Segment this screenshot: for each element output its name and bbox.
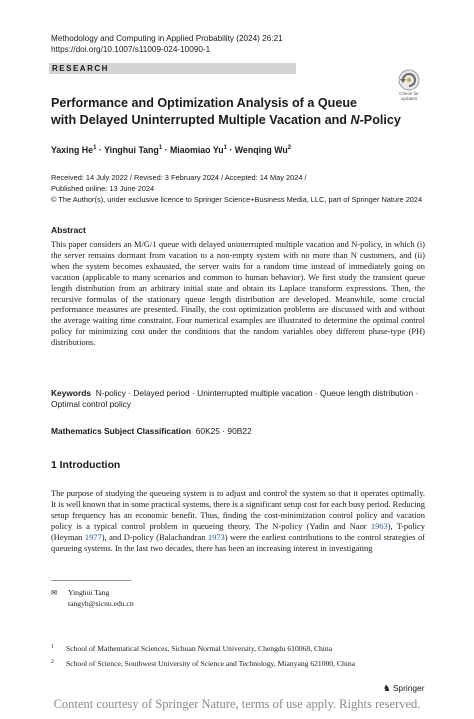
author-affiliation-mark: 2 xyxy=(287,145,292,152)
intro-text-end: ) were the earliest contributions to the control strategies of queueing systems. In the last two decades, there has been an increasing interest in investigating xyxy=(51,531,425,553)
citation-link[interactable]: 1963 xyxy=(370,520,388,531)
dates-line-1: Received: 14 July 2022 / Revised: 3 February 2024 / Accepted: 14 May 2024 / xyxy=(51,173,307,182)
abstract-text: This paper considers an M/G/1 queue with delayed uninterrupted multiple vacation and N-policy, in which (i) the server remains dormant from vacation to a non-empty system with no more than N customers, and (ii) when the system becomes exhausted, the server waits for a random time instead of immediately going on vacation (applicable to many scenarios and common to human behavior). We first study the transient queue length distribution from an arbitrary initial state and obtain its Laplace transform expressions. Then, the recursive formulas of the stationary queue length distribution are developed. Meanwhile, some crucial performance measures are presented. Finally, the cost optimization problems are discussed with and without the average waiting time constraint. Four numerical examples are illustrated to determine the optimal control policy for minimizing cost under the conditions that the random variables obey different phase-type (PH) distributions. xyxy=(51,239,425,348)
affiliation-text: School of Mathematical Sciences, Sichuan Normal University, Chengdu 610068, China xyxy=(66,644,333,653)
author-name[interactable]: Wenqing Wu xyxy=(234,145,288,155)
author-name[interactable]: Miaomiao Yu xyxy=(169,145,224,155)
check-updates-label-1: Check for xyxy=(399,91,419,96)
check-updates-label-2: updates xyxy=(400,96,418,101)
contact-email[interactable]: tangyh@sicnu.edu.cn xyxy=(68,598,134,608)
publication-dates xyxy=(51,172,451,205)
affiliation-number: 2 xyxy=(51,659,54,665)
corresponding-author xyxy=(51,588,134,609)
author-affiliation-mark: 1 xyxy=(93,145,97,152)
title-part-b: -Policy xyxy=(359,113,401,127)
intro-t-policy: ), T-policy (Heyman xyxy=(51,520,425,542)
journal-header xyxy=(51,33,283,55)
msc-classification xyxy=(51,426,252,436)
author-separator: · xyxy=(162,145,170,155)
affiliation-2 xyxy=(51,659,355,668)
section-label: RESEARCH xyxy=(52,64,109,73)
citation-link[interactable]: 1973 xyxy=(207,531,225,542)
citation-link[interactable]: 1977 xyxy=(84,531,102,542)
keywords-text: N-policy · Delayed period · Uninterrupted multiple vacation · Queue length distribution · Optimal control policy xyxy=(51,388,419,410)
publisher-name: Springer xyxy=(392,683,425,693)
keywords-label: Keywords xyxy=(51,388,92,398)
intro-n-policy: N-policy (Yadin and Naor xyxy=(272,520,371,531)
journal-citation: Methodology and Computing in Applied Probability (2024) 26:21 xyxy=(51,34,283,43)
abstract-heading: Abstract xyxy=(51,225,86,235)
title-part-a: with Delayed Uninterrupted Multiple Vacation and xyxy=(51,113,351,127)
author-separator: · xyxy=(226,145,235,155)
title-line-2 xyxy=(51,112,431,129)
intro-d-policy: ), and D-policy (Balachandran xyxy=(101,531,208,542)
publisher-logo xyxy=(383,683,425,693)
springer-horse-icon: ♞ xyxy=(383,683,391,693)
author-separator: · xyxy=(96,145,105,155)
title-line-1: Performance and Optimization Analysis of a Queue xyxy=(51,96,358,110)
author-name[interactable]: Yinghui Tang xyxy=(104,145,159,155)
author-name[interactable]: Yaxing He xyxy=(51,145,94,155)
footnote-divider xyxy=(51,580,131,581)
article-title xyxy=(51,95,431,129)
doi-link[interactable]: https://doi.org/10.1007/s11009-024-10090-1 xyxy=(51,45,211,54)
affiliation-1 xyxy=(51,644,332,653)
dates-line-2: Published online: 13 June 2024 xyxy=(51,184,155,193)
author-affiliation-mark: 1 xyxy=(223,145,227,152)
author-list xyxy=(51,145,291,155)
check-updates-icon xyxy=(392,68,426,92)
affiliation-number: 1 xyxy=(51,644,54,650)
title-n: N xyxy=(350,113,360,127)
affiliation-text: School of Science, Southwest University of Science and Technology, Mianyang 621000, China xyxy=(66,659,356,668)
copyright-line: © The Author(s), under exclusive licence to Springer Science+Business Media, LLC, part of Springer Nature 2024 xyxy=(51,195,423,204)
contact-name: Yinghui Tang xyxy=(68,588,110,597)
msc-label: Mathematics Subject Classification xyxy=(51,426,192,436)
intro-text-1: The purpose of studying the queueing system is to adjust and control the system so that it operates optimally. It is well known that in some practical systems, there is a significant setup cost for each busy period. Reducing setup frequency has an economic benefit. Thus, finding the cost-minimization control policy and vacation policy is a typical control problem in queueing theory. The xyxy=(51,488,425,531)
author-affiliation-mark: 1 xyxy=(158,145,163,152)
keywords xyxy=(51,388,425,410)
introduction-paragraph xyxy=(51,488,425,554)
envelope-icon: ✉ xyxy=(51,588,58,597)
courtesy-notice: Content courtesy of Springer Nature, terms of use apply. Rights reserved. xyxy=(53,697,421,711)
introduction-heading: 1 Introduction xyxy=(51,460,121,471)
msc-codes: 60K25 · 90B22 xyxy=(195,426,252,436)
